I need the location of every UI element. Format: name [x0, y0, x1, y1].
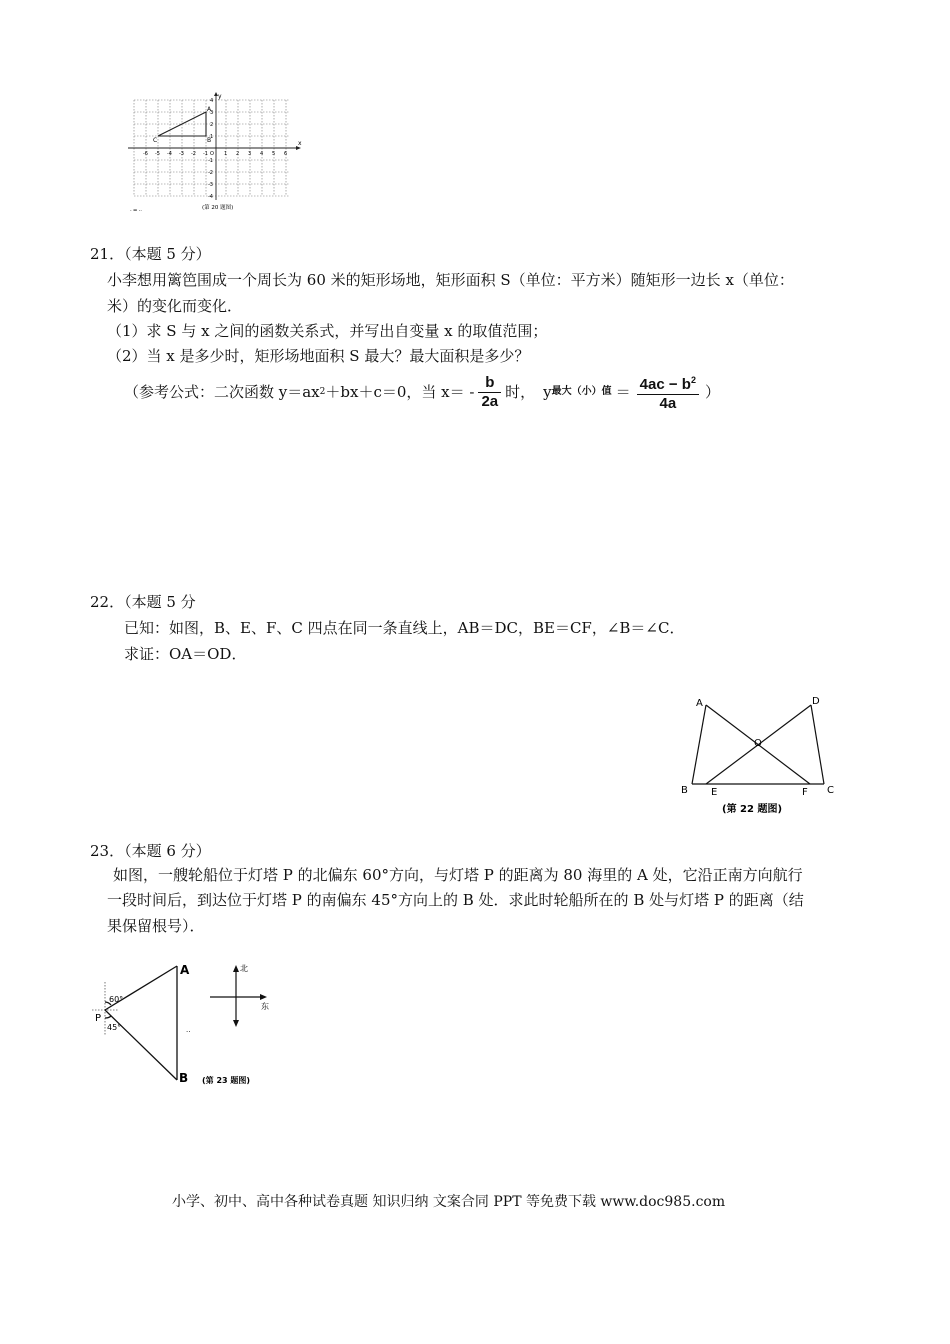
label-f: F — [802, 787, 808, 798]
q21-part1: （1）求 S 与 x 之间的函数关系式，并写出自变量 x 的取值范围； — [107, 322, 548, 340]
svg-text:-2: -2 — [208, 170, 213, 176]
label-p: P — [95, 1013, 102, 1024]
figure-20-caption: (第 20 题图) — [202, 205, 234, 211]
svg-text:-3: -3 — [208, 182, 213, 188]
fraction-2-numerator: $4ac - b^2$ — [637, 371, 699, 395]
q23-heading: 23．（本题 6 分） — [90, 842, 211, 860]
q21-heading: 21．（本题 5 分） — [90, 245, 211, 263]
label-e: E — [711, 787, 718, 798]
x-tick-labels — [143, 151, 287, 157]
point-a-label: A — [207, 106, 212, 113]
label-d: D — [812, 696, 820, 707]
svg-text:2: 2 — [210, 122, 214, 128]
svg-text:5: 5 — [272, 151, 276, 157]
y-label: y — [543, 383, 552, 401]
svg-text:-3: -3 — [179, 151, 184, 157]
svg-text:-6: -6 — [143, 151, 148, 157]
label-o: O — [754, 738, 762, 749]
east-label: 东 — [261, 1002, 269, 1011]
formula-sup: 2 — [319, 387, 326, 397]
angle-45-label: 45° — [107, 1023, 122, 1032]
figure-23-caption: (第 23 题图) — [202, 1076, 251, 1085]
corner-marks: · ━ ·· — [130, 208, 143, 214]
label-a: A — [180, 963, 190, 977]
y-tick-labels — [208, 98, 213, 200]
svg-text:-4: -4 — [167, 151, 172, 157]
svg-text:-2: -2 — [191, 151, 196, 157]
svg-text:-1: -1 — [208, 158, 213, 164]
q21-line2: 米）的变化而变化． — [107, 297, 243, 315]
svg-text:1: 1 — [224, 151, 228, 157]
q21-formula — [124, 368, 720, 416]
figure-22 — [672, 690, 842, 820]
label-c: C — [827, 785, 834, 796]
figure-22-caption: (第 22 题图) — [722, 804, 783, 815]
formula-close: ） — [704, 383, 720, 401]
segment-dc — [811, 705, 824, 784]
axis-y-label: y — [218, 93, 222, 100]
label-b: B — [681, 785, 688, 796]
figure-23 — [90, 958, 290, 1092]
formula-mid: ＋bx＋c＝0，当 x＝ - — [325, 383, 475, 401]
svg-text:4: 4 — [210, 98, 214, 104]
q23-line3: 果保留根号）． — [107, 917, 205, 935]
q22-line2: 求证：OA＝OD． — [124, 645, 247, 663]
formula-prefix: （参考公式：二次函数 y＝ax — [124, 383, 320, 401]
svg-text:1: 1 — [210, 134, 214, 140]
point-b-label: B — [207, 137, 212, 144]
fraction-b-over-2a — [478, 374, 501, 411]
footer-text: 小学、初中、高中各种试卷真题 知识归纳 文案合同 PPT 等免费下载 www.doc985.com — [172, 1194, 726, 1210]
q21-part2: （2）当 x 是多少时，矩形场地面积 S 最大？最大面积是多少？ — [107, 347, 530, 365]
fraction-1-denominator: 2a — [481, 392, 499, 410]
q23-line2: 一段时间后，到达位于灯塔 P 的南偏东 45°方向上的 B 处．求此时轮船所在的 B 处与灯塔 P 的距离（结 — [107, 891, 804, 909]
compass-icon — [210, 970, 262, 1022]
svg-text:-4: -4 — [208, 194, 213, 200]
fraction-1-numerator: b — [478, 374, 501, 393]
axis-x-label: x — [298, 140, 302, 147]
svg-text:6: 6 — [284, 151, 288, 157]
equals-sign: ＝ — [615, 383, 631, 401]
svg-text:3: 3 — [210, 110, 214, 116]
origin-label: O — [210, 151, 214, 157]
north-label: 北 — [240, 964, 248, 973]
dots: .. — [186, 1026, 191, 1034]
svg-text:3: 3 — [248, 151, 252, 157]
segment-pb — [105, 1010, 177, 1080]
svg-text:2: 2 — [236, 151, 240, 157]
q21-line1: 小李想用篱笆围成一个周长为 60 米的矩形场地，矩形面积 S（单位：平方米）随矩形一边长 x（单位： — [107, 271, 794, 289]
q22-heading: 22．（本题 5 分 — [90, 593, 196, 611]
fraction-vertex-value — [637, 371, 699, 413]
point-c-label: C — [153, 137, 158, 144]
svg-text:-5: -5 — [155, 151, 160, 157]
figure-20-coordinate-grid — [126, 92, 302, 214]
fraction-2-denominator: 4a — [659, 395, 677, 412]
segment-ab — [692, 705, 706, 784]
q22-line1: 已知：如图，B、E、F、C 四点在同一条直线上，AB＝DC，BE＝CF，∠B＝∠C． — [124, 619, 685, 637]
label-b: B — [179, 1071, 189, 1085]
y-subscript: 最大（小）值 — [551, 386, 612, 397]
formula-when: 时， — [505, 383, 536, 401]
label-a: A — [696, 698, 703, 709]
angle-60-label: 60° — [109, 995, 124, 1004]
svg-text:4: 4 — [260, 151, 264, 157]
svg-text:-1: -1 — [203, 151, 208, 157]
q23-line1: 如图，一艘轮船位于灯塔 P 的北偏东 60°方向，与灯塔 P 的距离为 80 海里的 A 处，它沿正南方向航行 — [113, 866, 803, 884]
